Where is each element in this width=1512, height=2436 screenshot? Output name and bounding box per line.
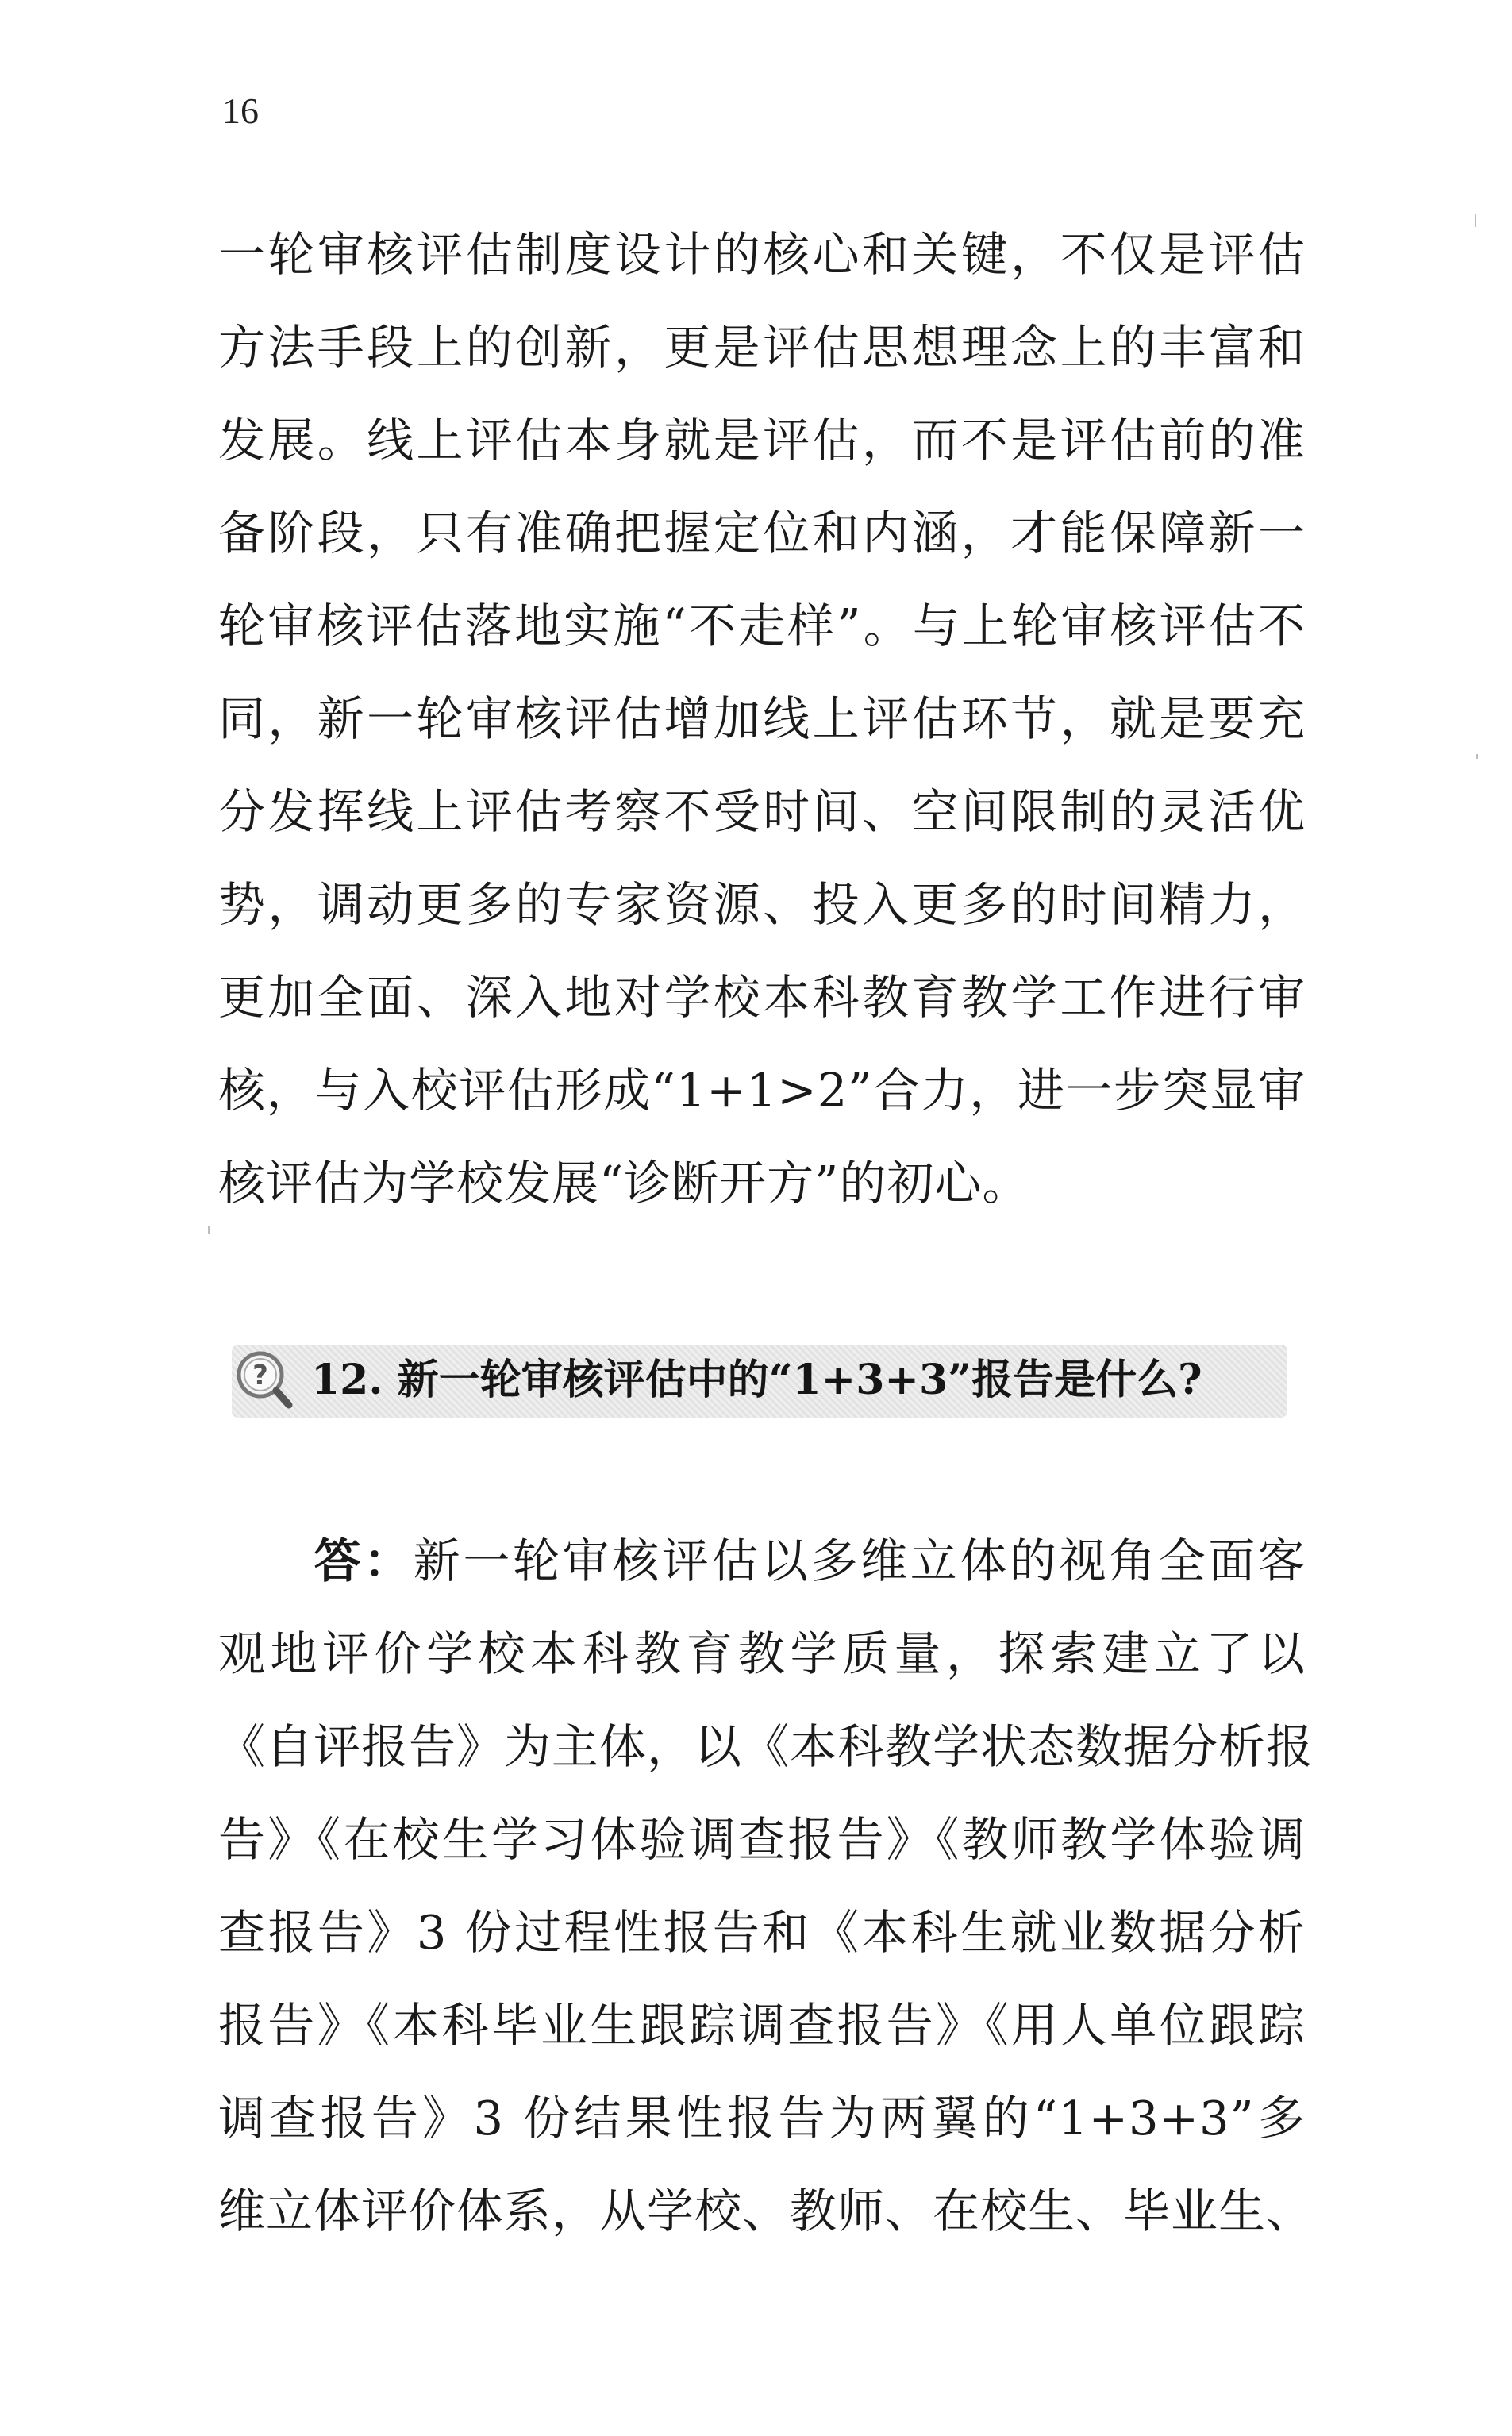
answer-first-line-text: 新一轮审核评估以多维立体的视角全面客 xyxy=(413,1534,1306,1588)
question-magnifier-icon xyxy=(233,1348,295,1413)
answer-first-line xyxy=(218,1514,1306,1607)
question-title: 12. 新一轮审核评估中的“1+3+3”报告是什么? xyxy=(311,1356,1202,1404)
text-line: 告》《在校生学习体验调查报告》《教师教学体验调 xyxy=(218,1812,1306,1867)
scan-speck xyxy=(208,1226,210,1234)
text-line: 轮审核评估落地实施“不走样”。与上轮审核评估不 xyxy=(218,598,1306,653)
question-heading xyxy=(232,1345,1287,1418)
text-line: 查报告》3 份过程性报告和《本科生就业数据分析 xyxy=(218,1905,1306,1960)
answer-label: 答： xyxy=(312,1534,414,1588)
text-line: 核，与入校评估形成“1+1>2”合力，进一步突显审 xyxy=(218,1063,1306,1118)
text-line: 同，新一轮审核评估增加线上评估环节，就是要充 xyxy=(218,691,1306,746)
text-line: 维立体评价体系，从学校、教师、在校生、毕业生、 xyxy=(218,2184,1314,2238)
text-line: 发展。线上评估本身就是评估，而不是评估前的准 xyxy=(218,413,1306,468)
svg-text:?: ? xyxy=(252,1360,268,1391)
scan-speck xyxy=(1476,754,1478,759)
text-line: 势，调动更多的专家资源、投入更多的时间精力， xyxy=(218,877,1306,932)
text-line: 一轮审核评估制度设计的核心和关键，不仅是评估 xyxy=(218,227,1306,282)
scan-speck xyxy=(1475,214,1476,227)
answer-paragraph xyxy=(218,1514,1314,2257)
text-line: 核评估为学校发展“诊断开方”的初心。 xyxy=(218,1156,1030,1210)
text-line: 备阶段，只有准确把握定位和内涵，才能保障新一 xyxy=(218,506,1306,560)
text-line: 调查报告》3 份结果性报告为两翼的“1+3+3”多 xyxy=(218,2091,1306,2145)
text-line: 方法手段上的创新，更是评估思想理念上的丰富和 xyxy=(218,320,1306,375)
text-line: 更加全面、深入地对学校本科教育教学工作进行审 xyxy=(218,970,1306,1025)
text-line: 观地评价学校本科教育教学质量，探索建立了以 xyxy=(218,1626,1306,1681)
text-line: 分发挥线上评估考察不受时间、空间限制的灵活优 xyxy=(218,784,1306,839)
text-line: 《自评报告》为主体，以《本科教学状态数据分析报 xyxy=(218,1719,1314,1774)
page-number: 16 xyxy=(222,90,259,131)
text-line: 报告》《本科毕业生跟踪调查报告》《用人单位跟踪 xyxy=(218,1998,1306,2053)
paragraph-continued xyxy=(218,208,1306,1230)
